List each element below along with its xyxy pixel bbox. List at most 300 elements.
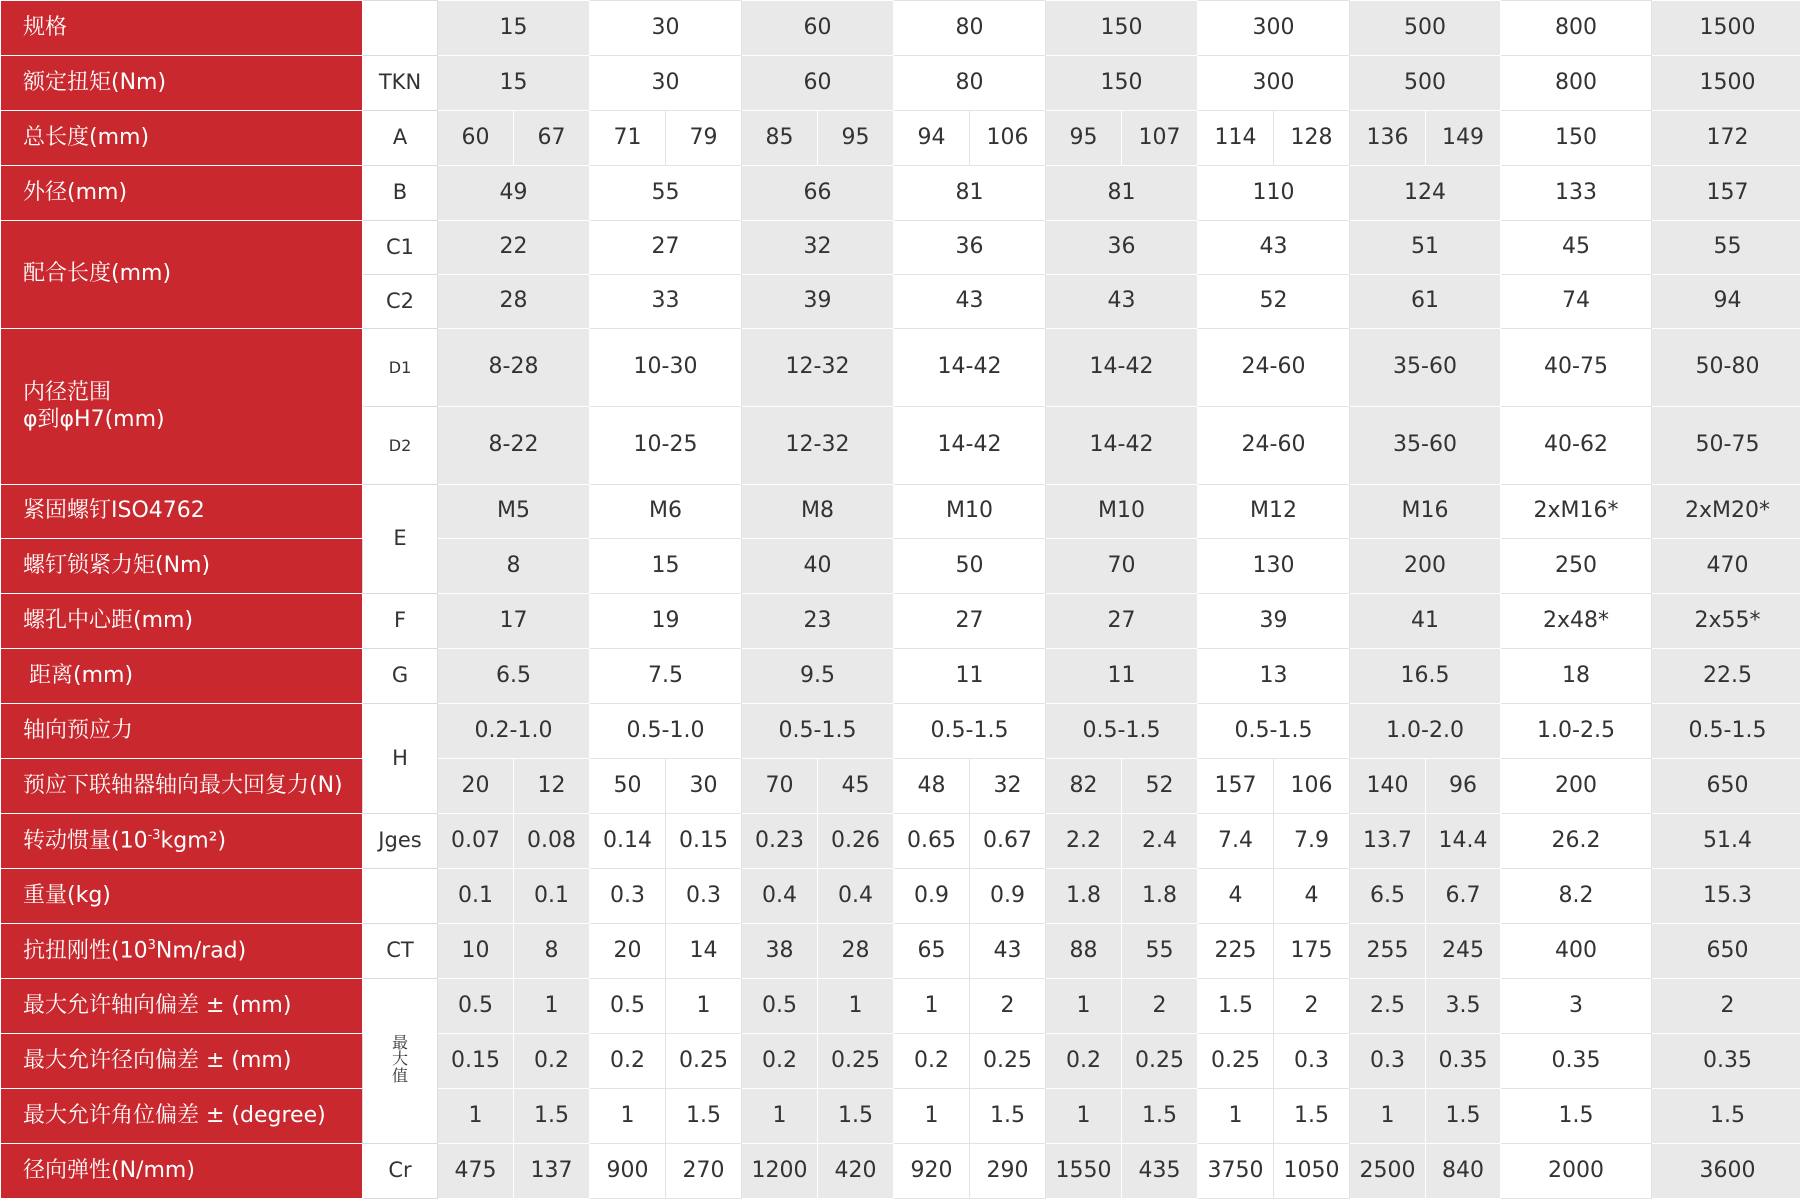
cell-weight: 0.4 [818,869,894,924]
cell-d2: 14-42 [894,407,1046,485]
cell-inertia: 7.4 [1198,814,1274,869]
cell-weight: 4 [1274,869,1350,924]
cell-spec-2: 30 [590,1,742,56]
bore-range-label-line2: φ到φH7(mm) [23,406,165,432]
cell-weight: 1.8 [1046,869,1122,924]
cell-c2: 39 [742,275,894,329]
cell-d2: 12-32 [742,407,894,485]
distance-label: 距离(mm) [29,662,134,688]
cell-axial-misalignment: 0.5 [742,979,818,1034]
cell-restoring-force: 200 [1501,759,1652,814]
cell-restoring-force: 30 [666,759,742,814]
row-label-screw-size: 紧固螺钉ISO4762 [1,485,363,539]
cell-c1: 27 [590,221,742,275]
cell-weight: 0.1 [514,869,590,924]
cell-inertia: 0.26 [818,814,894,869]
cell-radial-misalignment: 0.3 [1350,1034,1426,1089]
cell-inertia: 0.07 [438,814,514,869]
cell-total-length: 107 [1122,111,1198,166]
cell-radial-elasticity: 475 [438,1144,514,1199]
cell-torsional-stiffness: 88 [1046,924,1122,979]
cell-restoring-force: 650 [1652,759,1800,814]
cell-angular-misalignment: 1 [590,1089,666,1144]
cell-d1: 50-80 [1652,329,1800,407]
cell-distance: 11 [1046,649,1198,704]
row-label-distance [1,649,363,704]
cell-d1: 35-60 [1350,329,1501,407]
cell-total-length: 95 [1046,111,1122,166]
cell-d2: 50-75 [1652,407,1800,485]
cell-axial-misalignment: 1 [666,979,742,1034]
cell-radial-elasticity: 3750 [1198,1144,1274,1199]
cell-weight: 4 [1198,869,1274,924]
row-symbol-outer-diameter: B [363,166,438,221]
cell-axial-misalignment: 0.5 [438,979,514,1034]
cell-angular-misalignment: 1 [742,1089,818,1144]
cell-d1: 40-75 [1501,329,1652,407]
row-symbol-max-value [363,979,438,1144]
cell-c2: 28 [438,275,590,329]
cell-angular-misalignment: 1 [438,1089,514,1144]
cell-c1: 51 [1350,221,1501,275]
row-symbol-d1: D1 [363,329,438,407]
cell-axial-misalignment: 2.5 [1350,979,1426,1034]
cell-axial-misalignment: 1 [514,979,590,1034]
table-row [1,979,1800,1034]
cell-hole-distance: 39 [1198,594,1350,649]
cell-outer-diameter: 55 [590,166,742,221]
table-row [1,649,1800,704]
cell-axial-preload: 0.5-1.5 [742,704,894,759]
cell-c1: 45 [1501,221,1652,275]
cell-axial-misalignment: 2 [970,979,1046,1034]
row-label-fit-length: 配合长度(mm) [1,221,363,329]
cell-outer-diameter: 66 [742,166,894,221]
inertia-label-post: kgm²) [160,827,227,853]
cell-torsional-stiffness: 55 [1122,924,1198,979]
cell-hole-distance: 27 [894,594,1046,649]
cell-outer-diameter: 49 [438,166,590,221]
cell-radial-elasticity: 2000 [1501,1144,1652,1199]
cell-restoring-force: 48 [894,759,970,814]
cell-radial-misalignment: 0.2 [590,1034,666,1089]
table-row [1,1144,1800,1199]
cell-screw-size: M5 [438,485,590,539]
cell-axial-preload: 0.5-1.5 [1198,704,1350,759]
cell-total-length: 172 [1652,111,1800,166]
row-label-weight: 重量(kg) [1,869,363,924]
cell-c1: 32 [742,221,894,275]
cell-torsional-stiffness: 650 [1652,924,1800,979]
cell-screw-size: M10 [894,485,1046,539]
cell-distance: 9.5 [742,649,894,704]
cell-d2: 10-25 [590,407,742,485]
cell-c2: 33 [590,275,742,329]
cell-spec-9: 1500 [1652,1,1800,56]
row-symbol-total-length: A [363,111,438,166]
cell-torsional-stiffness: 28 [818,924,894,979]
cell-angular-misalignment: 1 [894,1089,970,1144]
cell-rated-torque-2: 30 [590,56,742,111]
cell-total-length: 149 [1426,111,1501,166]
cell-restoring-force: 106 [1274,759,1350,814]
cell-angular-misalignment: 1.5 [1652,1089,1800,1144]
cell-outer-diameter: 157 [1652,166,1800,221]
cell-rated-torque-8: 800 [1501,56,1652,111]
cell-radial-elasticity: 137 [514,1144,590,1199]
cell-weight: 0.3 [590,869,666,924]
table-row [1,759,1800,814]
cell-radial-elasticity: 840 [1426,1144,1501,1199]
row-symbol-f: F [363,594,438,649]
row-symbol-ct: CT [363,924,438,979]
cell-restoring-force: 45 [818,759,894,814]
cell-screw-torque: 130 [1198,539,1350,594]
cell-d1: 14-42 [1046,329,1198,407]
cell-radial-elasticity: 900 [590,1144,666,1199]
row-label-axial-misalignment: 最大允许轴向偏差 ± (mm) [1,979,363,1034]
cell-torsional-stiffness: 225 [1198,924,1274,979]
cell-total-length: 67 [514,111,590,166]
cell-screw-size: M6 [590,485,742,539]
cell-distance: 16.5 [1350,649,1501,704]
max-value-char-2: 大 [392,1049,409,1069]
cell-inertia: 13.7 [1350,814,1426,869]
cell-axial-misalignment: 1 [1046,979,1122,1034]
cell-inertia: 26.2 [1501,814,1652,869]
cell-axial-preload: 1.0-2.5 [1501,704,1652,759]
row-label-torsional-stiffness [1,924,363,979]
cell-torsional-stiffness: 38 [742,924,818,979]
cell-axial-misalignment: 3 [1501,979,1652,1034]
cell-total-length: 136 [1350,111,1426,166]
cell-axial-preload: 0.5-1.5 [1652,704,1800,759]
cell-spec-4: 80 [894,1,1046,56]
cell-spec-6: 300 [1198,1,1350,56]
max-value-char-3: 值 [392,1066,409,1086]
cell-hole-distance: 27 [1046,594,1198,649]
row-symbol-c1: C1 [363,221,438,275]
cell-angular-misalignment: 1.5 [1501,1089,1652,1144]
cell-axial-misalignment: 2 [1122,979,1198,1034]
cell-radial-elasticity: 920 [894,1144,970,1199]
cell-torsional-stiffness: 10 [438,924,514,979]
bore-range-label-line1: 内径范围 [23,380,112,406]
cell-torsional-stiffness: 8 [514,924,590,979]
cell-radial-misalignment: 0.35 [1501,1034,1652,1089]
cell-outer-diameter: 110 [1198,166,1350,221]
cell-screw-torque: 250 [1501,539,1652,594]
cell-hole-distance: 19 [590,594,742,649]
table-row [1,594,1800,649]
cell-radial-elasticity: 1050 [1274,1144,1350,1199]
stiffness-label-post: Nm/rad) [155,937,247,963]
row-label-bore-range [1,329,363,485]
cell-restoring-force: 82 [1046,759,1122,814]
stiffness-label-sup: 3 [147,937,156,953]
cell-c1: 36 [894,221,1046,275]
cell-c1: 55 [1652,221,1800,275]
cell-screw-torque: 8 [438,539,590,594]
row-symbol-g: G [363,649,438,704]
cell-total-length: 128 [1274,111,1350,166]
cell-restoring-force: 96 [1426,759,1501,814]
cell-inertia: 2.4 [1122,814,1198,869]
cell-radial-misalignment: 0.2 [1046,1034,1122,1089]
cell-inertia: 14.4 [1426,814,1501,869]
cell-c2: 43 [894,275,1046,329]
cell-d2: 40-62 [1501,407,1652,485]
row-symbol-h: H [363,704,438,814]
cell-total-length: 114 [1198,111,1274,166]
row-label-angular-misalignment: 最大允许角位偏差 ± (degree) [1,1089,363,1144]
cell-weight: 8.2 [1501,869,1652,924]
cell-spec-7: 500 [1350,1,1501,56]
cell-screw-torque: 470 [1652,539,1800,594]
row-symbol-e: E [363,485,438,594]
cell-weight: 0.9 [894,869,970,924]
cell-axial-preload: 0.5-1.0 [590,704,742,759]
cell-inertia: 51.4 [1652,814,1800,869]
cell-inertia: 0.65 [894,814,970,869]
table-row [1,329,1800,407]
cell-total-length: 106 [970,111,1046,166]
max-value-char-1: 最 [392,1032,409,1052]
cell-c1: 22 [438,221,590,275]
row-symbol-rated-torque: TKN [363,56,438,111]
cell-screw-size: M8 [742,485,894,539]
cell-d2: 8-22 [438,407,590,485]
row-symbol-cr: Cr [363,1144,438,1199]
cell-weight: 15.3 [1652,869,1800,924]
cell-c1: 36 [1046,221,1198,275]
table-row [1,1,1800,56]
table-row [1,869,1800,924]
cell-radial-misalignment: 0.15 [438,1034,514,1089]
cell-hole-distance: 2x55* [1652,594,1800,649]
cell-radial-elasticity: 270 [666,1144,742,1199]
table-row [1,166,1800,221]
cell-angular-misalignment: 1.5 [666,1089,742,1144]
stiffness-label-pre: 抗扭刚性(10 [23,937,148,963]
cell-inertia: 7.9 [1274,814,1350,869]
max-value-symbol [392,1032,409,1086]
inertia-label-pre: 转动惯量(10 [23,827,148,853]
cell-radial-elasticity: 420 [818,1144,894,1199]
cell-c2: 74 [1501,275,1652,329]
row-label-outer-diameter: 外径(mm) [1,166,363,221]
cell-axial-misalignment: 2 [1274,979,1350,1034]
cell-rated-torque-9: 1500 [1652,56,1800,111]
cell-torsional-stiffness: 65 [894,924,970,979]
cell-torsional-stiffness: 245 [1426,924,1501,979]
cell-radial-elasticity: 290 [970,1144,1046,1199]
cell-radial-elasticity: 1200 [742,1144,818,1199]
row-symbol-c2: C2 [363,275,438,329]
cell-d2: 24-60 [1198,407,1350,485]
cell-angular-misalignment: 1.5 [514,1089,590,1144]
cell-c1: 43 [1198,221,1350,275]
cell-weight: 6.5 [1350,869,1426,924]
row-label-screw-torque: 螺钉锁紧力矩(Nm) [1,539,363,594]
cell-outer-diameter: 81 [1046,166,1198,221]
cell-weight: 0.4 [742,869,818,924]
cell-screw-torque: 15 [590,539,742,594]
cell-restoring-force: 12 [514,759,590,814]
cell-radial-misalignment: 0.25 [970,1034,1046,1089]
cell-c2: 61 [1350,275,1501,329]
cell-inertia: 0.23 [742,814,818,869]
cell-screw-size: M12 [1198,485,1350,539]
cell-restoring-force: 32 [970,759,1046,814]
cell-c2: 94 [1652,275,1800,329]
table-row [1,56,1800,111]
cell-d1: 24-60 [1198,329,1350,407]
cell-inertia: 0.14 [590,814,666,869]
cell-d2: 35-60 [1350,407,1501,485]
table-row [1,111,1800,166]
cell-restoring-force: 70 [742,759,818,814]
cell-outer-diameter: 81 [894,166,1046,221]
cell-inertia: 0.67 [970,814,1046,869]
cell-distance: 13 [1198,649,1350,704]
cell-distance: 6.5 [438,649,590,704]
cell-screw-size: M10 [1046,485,1198,539]
cell-rated-torque-7: 500 [1350,56,1501,111]
row-label-spec: 规格 [1,1,363,56]
cell-radial-misalignment: 0.2 [894,1034,970,1089]
cell-restoring-force: 140 [1350,759,1426,814]
cell-hole-distance: 17 [438,594,590,649]
cell-total-length: 95 [818,111,894,166]
cell-weight: 0.9 [970,869,1046,924]
cell-total-length: 71 [590,111,666,166]
row-symbol-weight [363,869,438,924]
row-label-axial-preload: 轴向预应力 [1,704,363,759]
cell-screw-torque: 200 [1350,539,1501,594]
cell-axial-misalignment: 1 [818,979,894,1034]
row-label-restoring-force: 预应下联轴器轴向最大回复力(N) [1,759,363,814]
row-label-radial-elasticity: 径向弹性(N/mm) [1,1144,363,1199]
cell-total-length: 79 [666,111,742,166]
cell-radial-misalignment: 0.2 [514,1034,590,1089]
cell-screw-size: 2xM16* [1501,485,1652,539]
cell-angular-misalignment: 1.5 [818,1089,894,1144]
cell-rated-torque-1: 15 [438,56,590,111]
cell-spec-5: 150 [1046,1,1198,56]
cell-torsional-stiffness: 20 [590,924,666,979]
cell-torsional-stiffness: 175 [1274,924,1350,979]
cell-rated-torque-4: 80 [894,56,1046,111]
cell-c2: 52 [1198,275,1350,329]
cell-axial-preload: 0.2-1.0 [438,704,590,759]
cell-screw-torque: 40 [742,539,894,594]
table-row [1,704,1800,759]
row-label-inertia [1,814,363,869]
cell-weight: 1.8 [1122,869,1198,924]
cell-spec-1: 15 [438,1,590,56]
cell-radial-misalignment: 0.35 [1426,1034,1501,1089]
cell-weight: 0.3 [666,869,742,924]
cell-screw-torque: 50 [894,539,1046,594]
cell-total-length: 94 [894,111,970,166]
cell-inertia: 0.15 [666,814,742,869]
cell-rated-torque-5: 150 [1046,56,1198,111]
cell-angular-misalignment: 1.5 [1122,1089,1198,1144]
cell-torsional-stiffness: 43 [970,924,1046,979]
cell-screw-size: 2xM20* [1652,485,1800,539]
table-row [1,1089,1800,1144]
row-symbol-d2: D2 [363,407,438,485]
cell-weight: 6.7 [1426,869,1501,924]
inertia-label-sup: -3 [147,827,161,843]
cell-rated-torque-3: 60 [742,56,894,111]
cell-restoring-force: 52 [1122,759,1198,814]
table-row [1,924,1800,979]
cell-angular-misalignment: 1.5 [970,1089,1046,1144]
cell-d1: 12-32 [742,329,894,407]
cell-inertia: 2.2 [1046,814,1122,869]
cell-distance: 11 [894,649,1046,704]
cell-torsional-stiffness: 14 [666,924,742,979]
cell-radial-misalignment: 0.35 [1652,1034,1800,1089]
cell-d1: 8-28 [438,329,590,407]
cell-axial-misalignment: 0.5 [590,979,666,1034]
cell-spec-8: 800 [1501,1,1652,56]
cell-restoring-force: 50 [590,759,666,814]
cell-hole-distance: 41 [1350,594,1501,649]
cell-total-length: 85 [742,111,818,166]
cell-radial-elasticity: 1550 [1046,1144,1122,1199]
cell-angular-misalignment: 1 [1350,1089,1426,1144]
cell-radial-elasticity: 435 [1122,1144,1198,1199]
cell-total-length: 150 [1501,111,1652,166]
row-label-radial-misalignment: 最大允许径向偏差 ± (mm) [1,1034,363,1089]
cell-restoring-force: 157 [1198,759,1274,814]
cell-hole-distance: 2x48* [1501,594,1652,649]
cell-hole-distance: 23 [742,594,894,649]
table-row [1,539,1800,594]
cell-rated-torque-6: 300 [1198,56,1350,111]
cell-axial-misalignment: 1.5 [1198,979,1274,1034]
cell-radial-misalignment: 0.25 [1122,1034,1198,1089]
cell-weight: 0.1 [438,869,514,924]
cell-axial-misalignment: 1 [894,979,970,1034]
cell-angular-misalignment: 1.5 [1426,1089,1501,1144]
cell-radial-elasticity: 2500 [1350,1144,1426,1199]
cell-outer-diameter: 124 [1350,166,1501,221]
table-row [1,814,1800,869]
cell-radial-misalignment: 0.25 [666,1034,742,1089]
cell-angular-misalignment: 1.5 [1274,1089,1350,1144]
cell-axial-preload: 0.5-1.5 [894,704,1046,759]
row-label-hole-distance: 螺孔中心距(mm) [1,594,363,649]
row-label-total-length: 总长度(mm) [1,111,363,166]
cell-screw-size: M16 [1350,485,1501,539]
cell-radial-misalignment: 0.25 [1198,1034,1274,1089]
cell-d1: 14-42 [894,329,1046,407]
cell-radial-elasticity: 3600 [1652,1144,1800,1199]
cell-d1: 10-30 [590,329,742,407]
cell-angular-misalignment: 1 [1046,1089,1122,1144]
cell-distance: 18 [1501,649,1652,704]
cell-c2: 43 [1046,275,1198,329]
cell-restoring-force: 20 [438,759,514,814]
cell-d2: 14-42 [1046,407,1198,485]
row-symbol-jges: Jges [363,814,438,869]
cell-inertia: 0.08 [514,814,590,869]
cell-distance: 22.5 [1652,649,1800,704]
